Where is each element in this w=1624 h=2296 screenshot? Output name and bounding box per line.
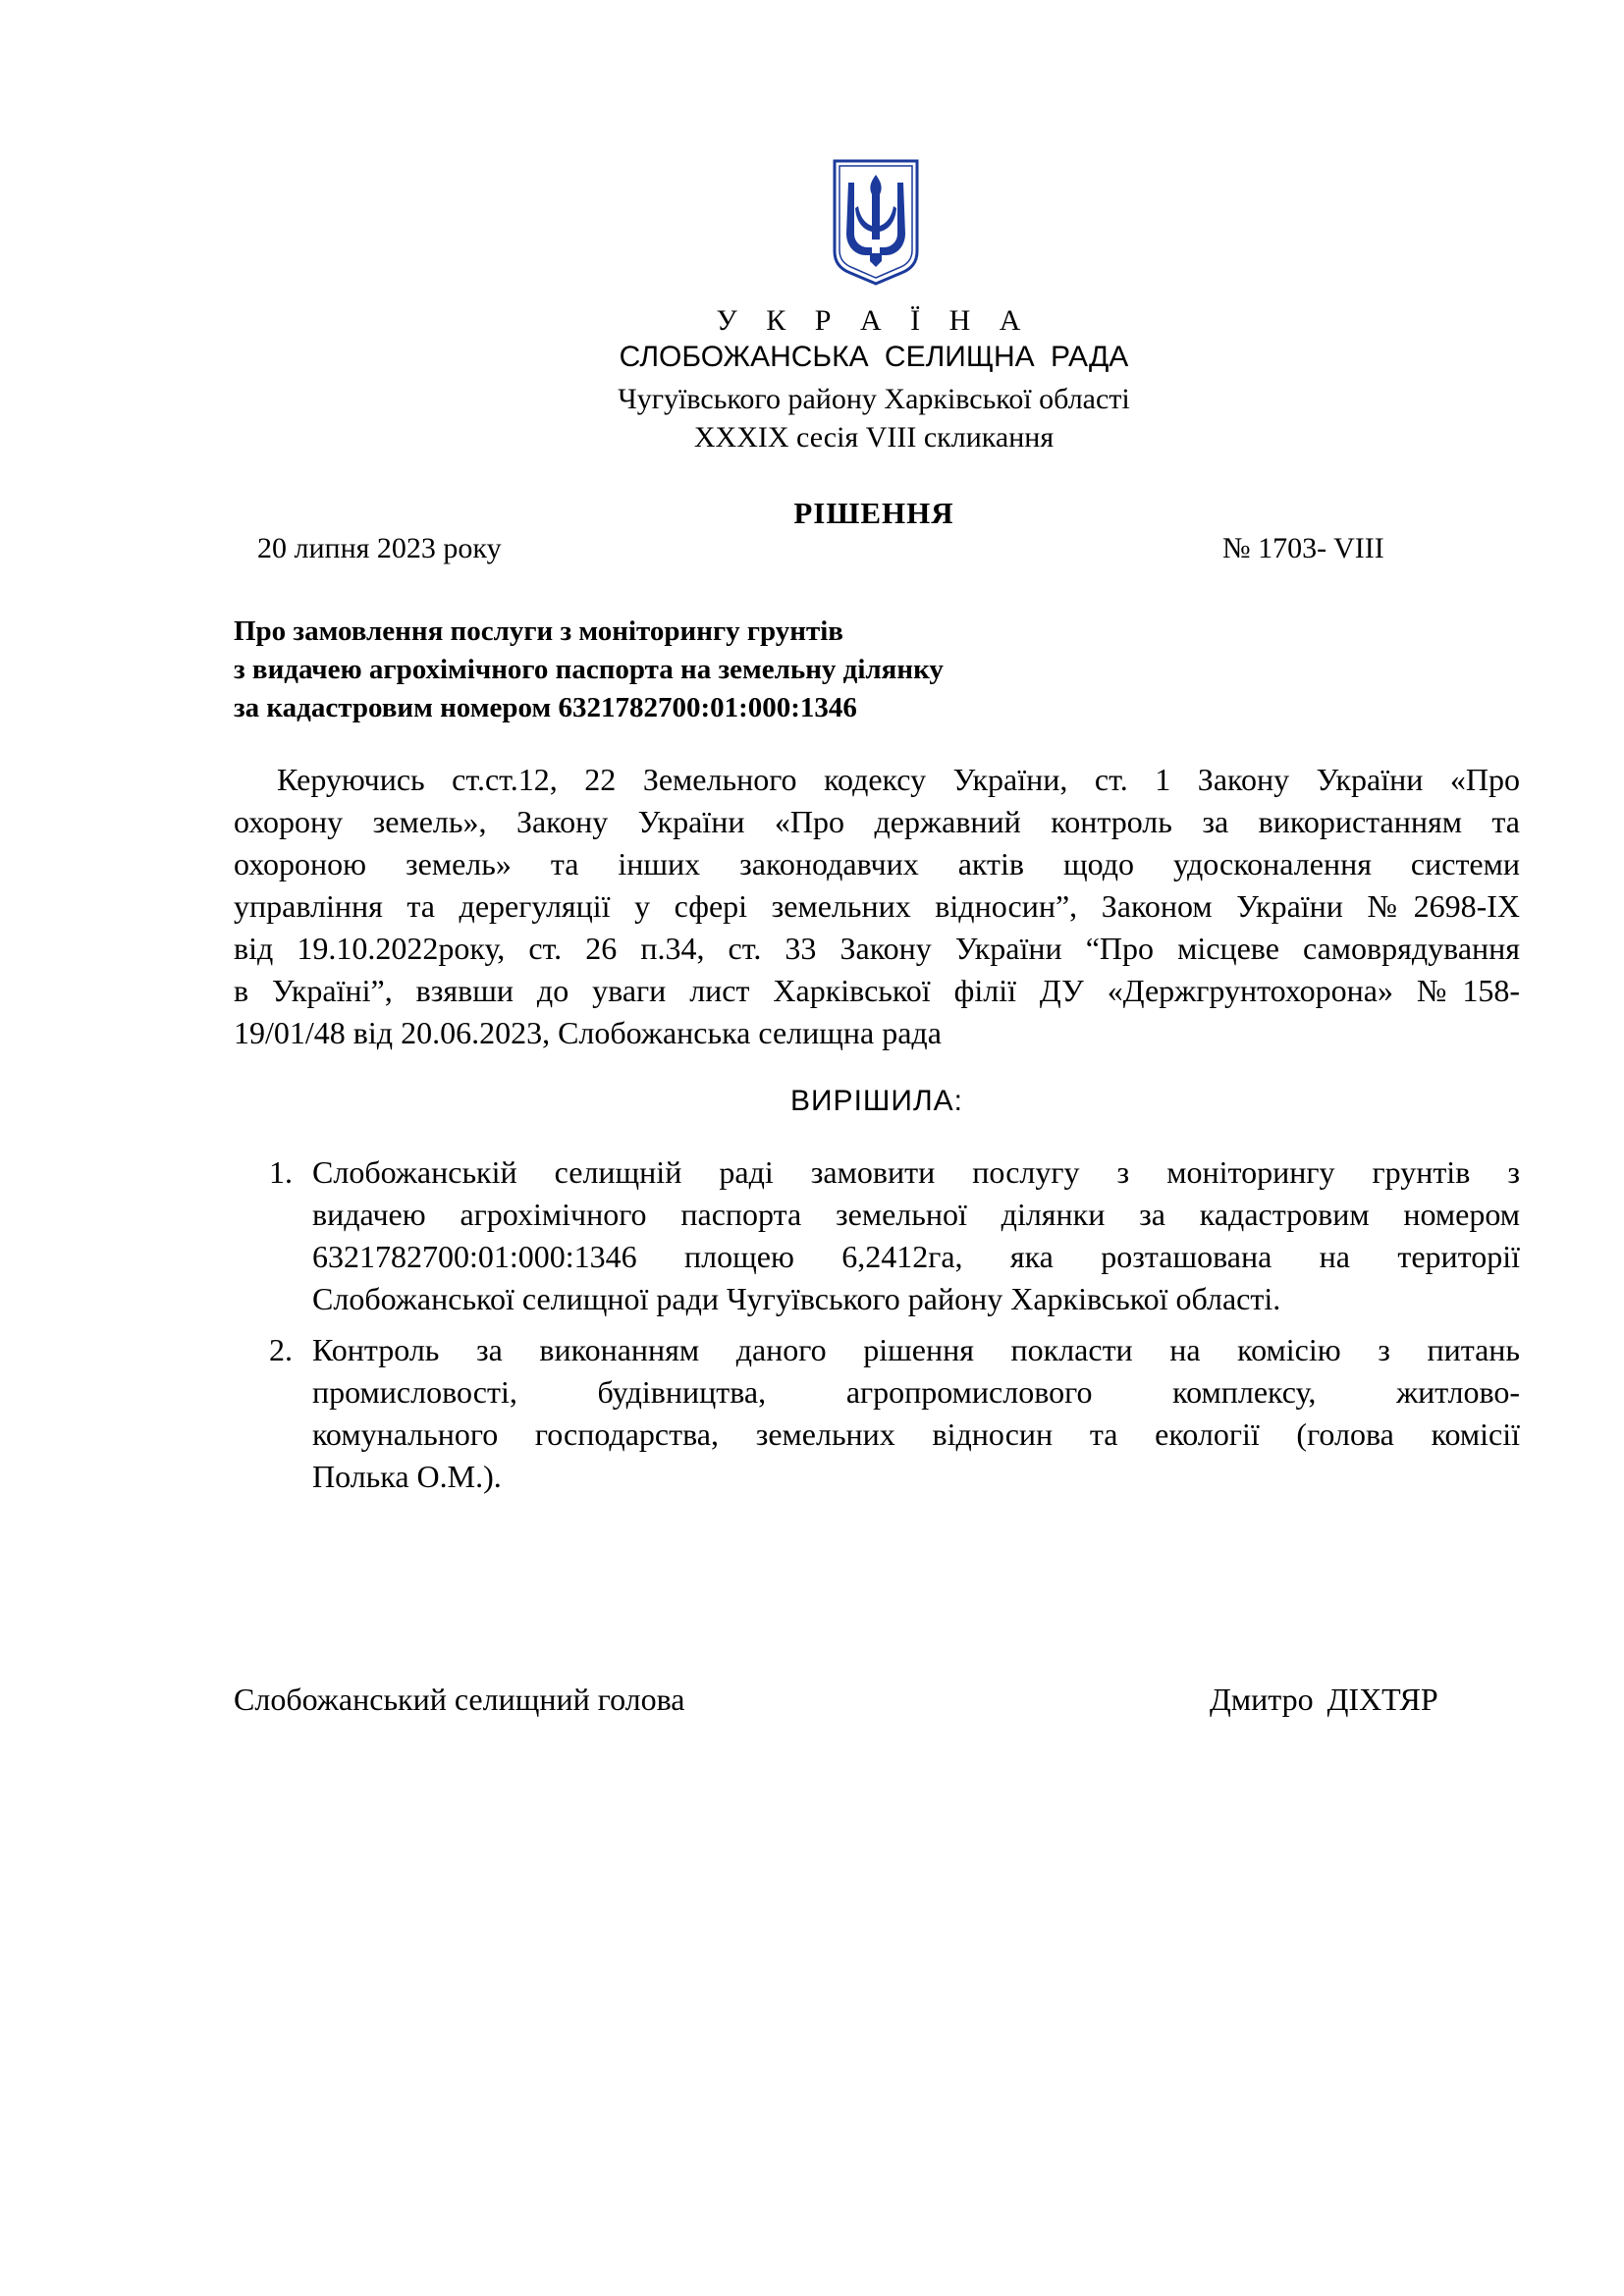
resolution-item [257,1329,1520,1498]
preamble-line: від 19.10.2022року, ст. 26 п.34, ст. 33 Закону України “Про місцеве самоврядування [234,931,1520,966]
resolution-list [257,1151,1520,1507]
item-line: комунального господарства, земельних відносин та екології (голова комісії [312,1416,1520,1452]
preamble-line: управління та дерегуляції у сфері земельних відносин”, Законом України №2698-ІХ [234,888,1520,924]
preamble-line: охорону земель», Закону України «Про державний контроль за використанням та [234,804,1520,839]
item-number: 2. [269,1332,293,1367]
council-name: СЛОБОЖАНСЬКА СЕЛИЩНА РАДА [619,341,1129,373]
item-line: Слобожанській селищній раді замовити послугу з моніторингу грунтів з [312,1154,1520,1190]
item-line: 6321782700:01:000:1346 площею 6,2412га, яка розташована на території [312,1239,1520,1274]
preamble-line: 19/01/48 від 20.06.2023, Слобожанська селищна рада [234,1015,942,1050]
document-type-title: РІШЕННЯ [793,496,954,530]
signatory-title: Слобожанський селищний голова [234,1682,685,1717]
subject-line: Про замовлення послуги з моніторингу грунтів [234,615,843,647]
coat-of-arms-trident-icon [831,157,921,287]
signatory-name: Дмитро ДІХТЯР [1210,1682,1438,1717]
decision-subject [234,613,944,727]
subject-line: за кадастровим номером 6321782700:01:000:1346 [234,692,857,723]
item-line: Контроль за виконанням даного рішення покласти на комісію з питань [312,1332,1520,1367]
preamble-line: Керуючись ст.ст.12, 22 Земельного кодексу України, ст. 1 Закону України «Про [277,762,1520,797]
resolved-heading: ВИРІШИЛА: [789,1085,963,1117]
preamble-line: охороною земель» та інших законодавчих актів щодо удосконалення системи [234,846,1520,881]
preamble-line: в Україні”, взявши до уваги лист Харківської філії ДУ «Держгрунтохорона» №158- [234,973,1520,1008]
subject-line: з видачею агрохімічного паспорта на земельну ділянку [234,654,944,685]
item-line: Слобожанської селищної ради Чугуївського району Харківської області. [312,1281,1281,1316]
resolution-item [257,1151,1520,1320]
item-line: промисловості, будівництва, агропромислового комплексу, житлово- [312,1374,1520,1410]
decision-date: 20 липня 2023 року [257,532,502,564]
country-name: У К Р А Ї Н А [716,304,1032,337]
item-number: 1. [269,1154,293,1190]
item-line: видачею агрохімічного паспорта земельної ділянки за кадастровим номером [312,1197,1520,1232]
district-name: Чугуївського району Харківської області [618,383,1130,415]
session-info: XXXIX сесія VIII скликання [693,421,1055,454]
preamble-paragraph [234,759,1520,1054]
item-line: Полька О.М.). [312,1459,502,1494]
decision-number: № 1703- VIII [1222,532,1384,564]
